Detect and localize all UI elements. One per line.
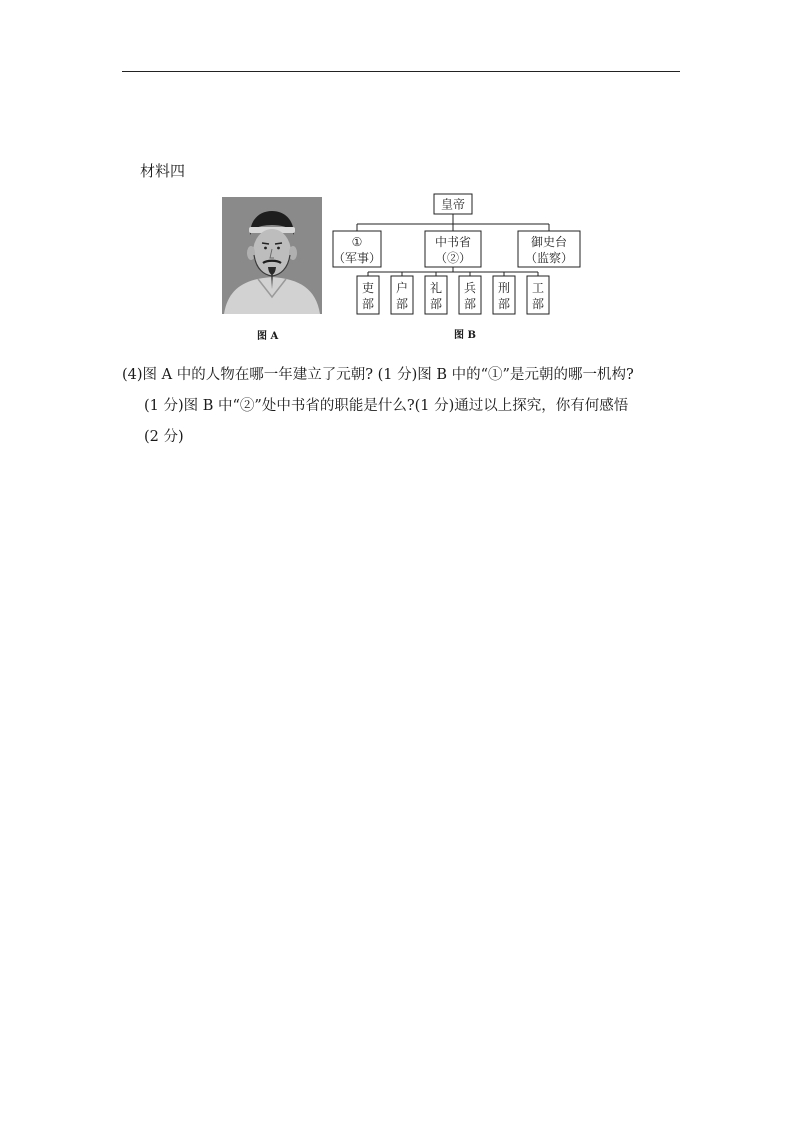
- dept2-c1: 户: [395, 281, 409, 295]
- dept4-c2: 部: [463, 297, 477, 311]
- question-block: [122, 360, 722, 453]
- box3-line1: 御史台: [530, 235, 568, 249]
- portrait-illustration: [222, 197, 322, 314]
- dept1-c2: 部: [361, 297, 375, 311]
- dept4-c1: 兵: [463, 281, 477, 295]
- box1-line2: （军事）: [332, 251, 382, 265]
- box2-line1: 中书省: [434, 235, 472, 249]
- dept6-c2: 部: [531, 297, 545, 311]
- figure-b-caption: 图 B: [454, 330, 476, 341]
- box3-line2: （监察）: [524, 251, 574, 265]
- dept5-c1: 刑: [497, 281, 511, 295]
- portrait-image: [222, 197, 322, 314]
- dept2-c2: 部: [395, 297, 409, 311]
- material-title: 材料四: [140, 162, 186, 180]
- box1-line1: ①: [351, 235, 363, 249]
- box2-line2: （②）: [434, 251, 472, 265]
- dept6-c1: 工: [531, 281, 545, 295]
- yuan-government-org-chart: [330, 192, 592, 318]
- dept1-c1: 吏: [361, 281, 375, 295]
- dept5-c2: 部: [497, 297, 511, 311]
- dept3-c1: 礼: [429, 281, 443, 295]
- question-line-1: (4)图 A 中的人物在哪一年建立了元朝? (1 分)图 B 中的“①”是元朝的哪一机构?: [122, 367, 634, 383]
- question-line-3: (2 分): [144, 429, 184, 445]
- header-rule: [122, 71, 680, 72]
- emperor-label: 皇帝: [440, 197, 466, 212]
- figure-a-caption: 图 A: [257, 331, 279, 342]
- dept3-c2: 部: [429, 297, 443, 311]
- question-line-2: (1 分)图 B 中“②”处中书省的职能是什么?(1 分)通过以上探究，你有何感悟: [144, 398, 629, 414]
